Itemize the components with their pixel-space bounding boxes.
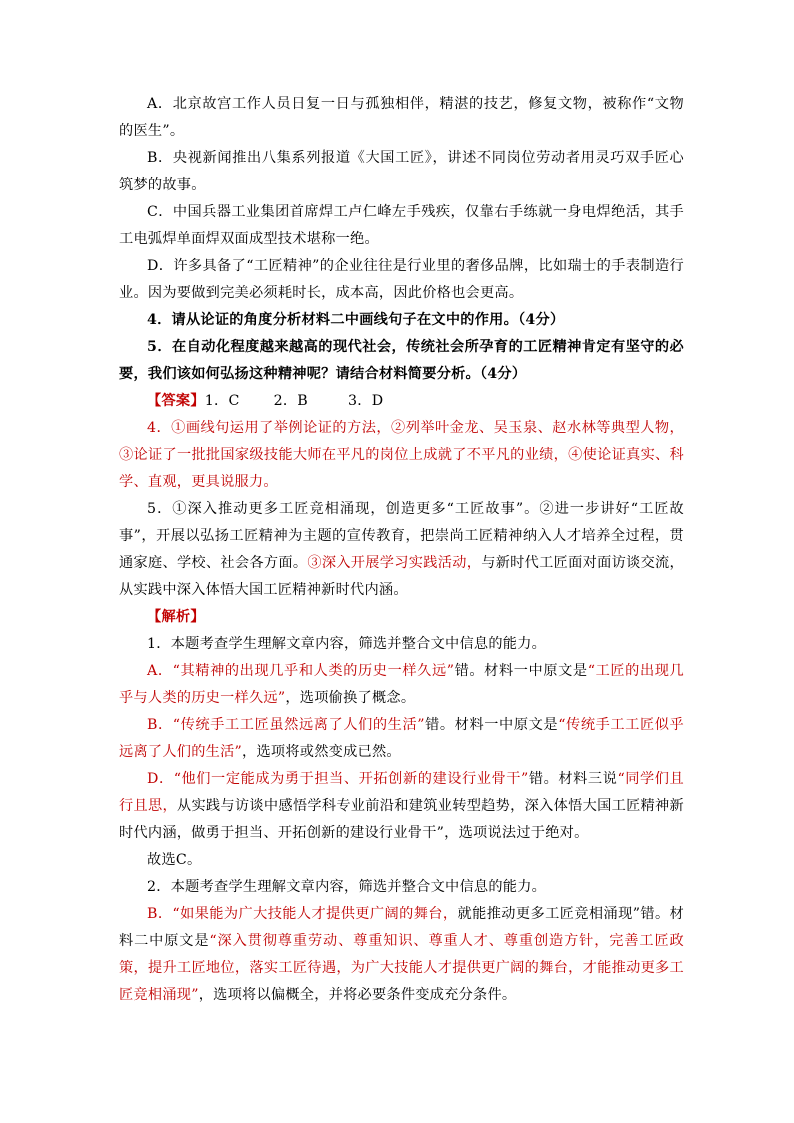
analysis-2b-source: “深入贯彻尊重劳动、尊重知识、尊重人才、尊重创造方针，完善工匠政策，提升工匠地位，落实工匠待遇，为广大技能人才提供更广阔的舞台，才能推动更多工匠竞相涌现” [119, 933, 684, 1003]
analysis-label: 【解析】 [147, 609, 205, 625]
analysis-1a-text: 错。材料一中原文是 [454, 663, 588, 679]
analysis-2b-quote: B．“如果能为广大技能人才提供更广阔的舞台， [147, 906, 458, 922]
answer-2: 2．B [273, 393, 308, 409]
answer-5-part2: ③深入开展学习实践活动， [307, 555, 482, 571]
question-4: 4．请从论证的角度分析材料二中画线句子在文中的作用。（4分） [147, 312, 565, 328]
option-c: C．中国兵器工业集团首席焊工卢仁峰左手残疾，仅靠右手练就一身电焊绝活，其手工电弧焊单面焊双面成型技术堪称一绝。 [119, 204, 684, 247]
analysis-1d-text: 错。材料三说 [528, 771, 618, 787]
answer-5 [119, 496, 684, 604]
answer-3: 3．D [347, 393, 384, 409]
analysis-1d-source: “同学们且行且思， [119, 771, 684, 814]
analysis-1b-source: “传统手工工匠似乎远离了人们的生活” [119, 717, 684, 760]
analysis-1a-quote: A．“其精神的出现几乎和人类的历史一样久远” [147, 663, 455, 679]
analysis-1b-end: ，选项将或然变成已然。 [242, 744, 401, 760]
analysis-line [119, 604, 684, 631]
answer-label: 【答案】 [147, 393, 205, 409]
option-a: A．北京故宫工作人员日复一日与孤独相伴，精湛的技艺，修复文物，被称作“文物的医生”。 [119, 96, 684, 139]
option-d: D．许多具备了“工匠精神”的企业往往是行业里的奢侈品牌，比如瑞士的手表制造行业。因为要做到完美必须耗时长，成本高，因此价格也会更高。 [119, 258, 684, 301]
analysis-2b-text: 就能推动更多工匠竞相涌现”错。材料二中原文是 [119, 906, 684, 949]
analysis-1-conclusion: 故选C。 [147, 852, 202, 868]
analysis-1b-text: 错。材料一中原文是 [424, 717, 559, 733]
analysis-2: 2．本题考查学生理解文章内容，筛选并整合文中信息的能力。 [147, 879, 547, 895]
analysis-1a-source: “工匠的出现几乎与人类的历史一样久远” [119, 663, 684, 706]
answer-line [119, 388, 684, 415]
answer-5-part1: 5．①深入推动更多工匠竞相涌现，创造更多“工匠故事”。②进一步讲好“工匠故事”，开展以弘扬工匠精神为主题的宣传教育，把崇尚工匠精神纳入人才培养全过程，贯通家庭、学校、社会各方面。 [119, 501, 684, 571]
option-b: B．央视新闻推出八集系列报道《大国工匠》，讲述不同岗位劳动者用灵巧双手匠心筑梦的故事。 [119, 150, 684, 193]
analysis-1d-end: 从实践与访谈中感悟学科专业前沿和建筑业转型趋势，深入体悟大国工匠精神新时代内涵，做勇于担当、开拓创新的建设行业骨干”，选项说法过于绝对。 [119, 798, 684, 841]
analysis-2b [119, 901, 684, 1009]
answer-5-part3: 与新时代工匠面对面访谈交流，从实践中深入体悟大国工匠精神新时代内涵。 [119, 555, 684, 598]
analysis-1b-quote: B．“传统手工工匠虽然远离了人们的生活” [147, 717, 425, 733]
analysis-1d [119, 766, 684, 847]
analysis-1d-quote: D．“他们一定能成为勇于担当、开拓创新的建设行业骨干” [147, 771, 529, 787]
answer-4: 4．①画线句运用了举例论证的方法，②列举叶金龙、吴玉泉、赵水林等典型人物，③论证了一批批国家级技能大师在平凡的岗位上成就了不平凡的业绩，④使论证真实、科学、直观，更具说服力。 [119, 420, 684, 490]
analysis-1a [119, 658, 684, 712]
analysis-1a-end: ，选项偷换了概念。 [285, 690, 416, 706]
analysis-2b-end: ，选项将以偏概全，并将必要条件变成充分条件。 [198, 987, 517, 1003]
answer-1: 1．C [204, 393, 240, 409]
question-5: 5．在自动化程度越来越高的现代社会，传统社会所孕育的工匠精神肯定有坚守的必要，我们该如何弘扬这种精神呢？请结合材料简要分析。（4分） [119, 339, 684, 382]
analysis-1b [119, 712, 684, 766]
analysis-1: 1．本题考查学生理解文章内容，筛选并整合文中信息的能力。 [147, 636, 547, 652]
